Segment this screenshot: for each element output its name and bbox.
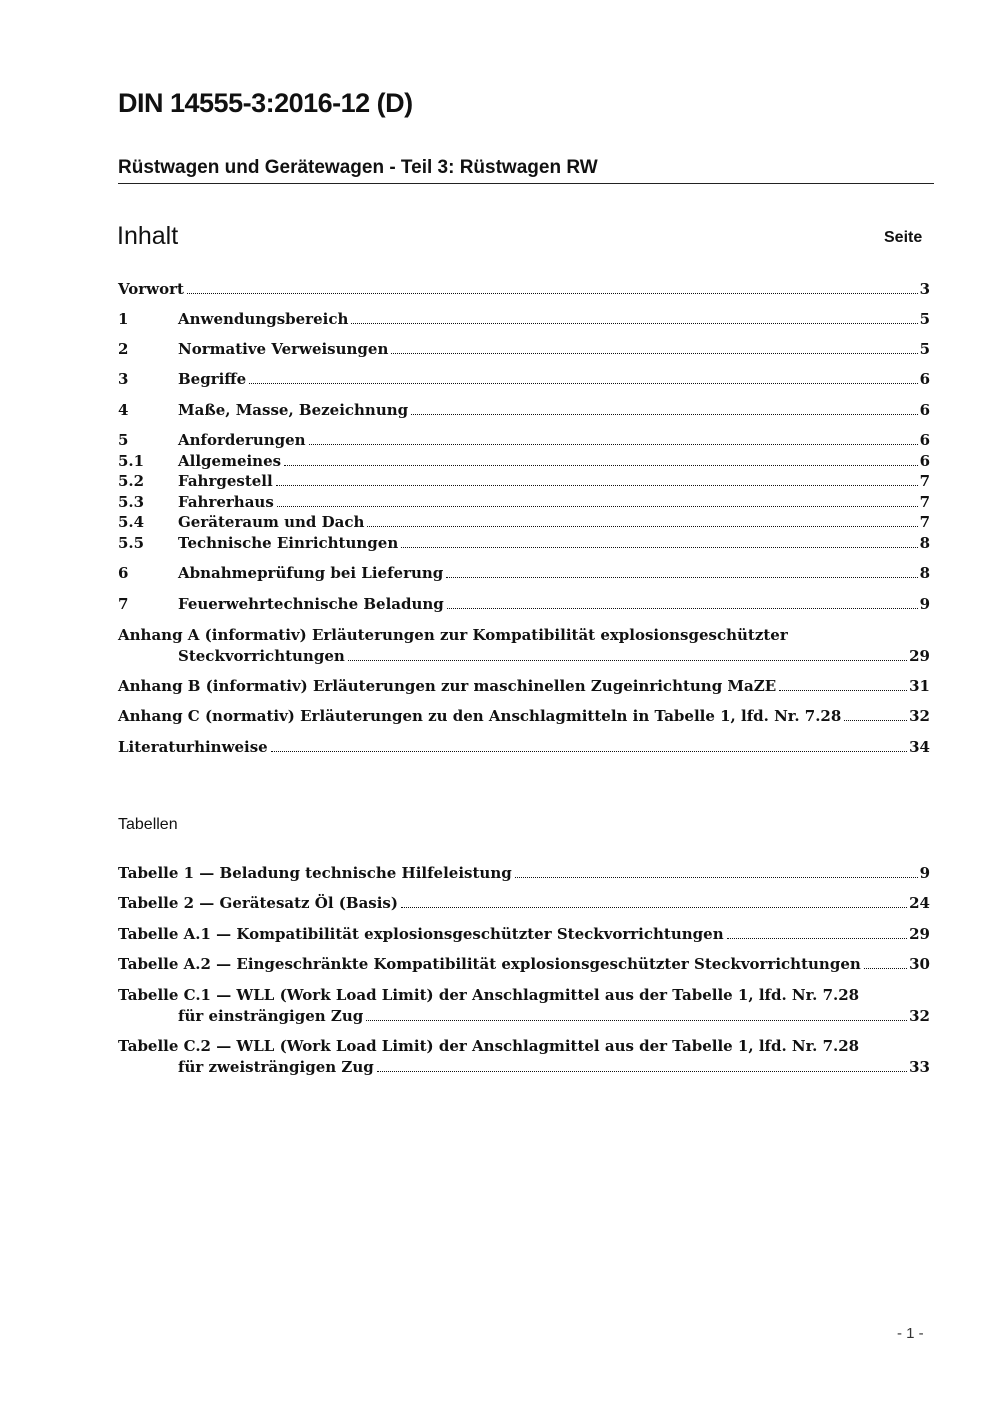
toc-entry-section-3[interactable] bbox=[118, 370, 930, 392]
toc-entry-title: Anforderungen bbox=[178, 431, 306, 449]
dot-leader bbox=[515, 877, 918, 878]
toc-entry-page: 6 bbox=[919, 431, 930, 449]
toc-entry-title: Maße, Masse, Bezeichnung bbox=[178, 401, 409, 419]
toc-entry-number: 1 bbox=[118, 310, 129, 328]
dot-leader bbox=[351, 323, 917, 324]
toc-entry-page: 3 bbox=[919, 280, 930, 298]
dot-leader bbox=[727, 938, 908, 939]
toc-entry-page: 7 bbox=[919, 472, 930, 490]
toc-entry-table-2[interactable] bbox=[118, 894, 930, 916]
toc-entry-page: 6 bbox=[919, 370, 930, 388]
toc-entry-number: 3 bbox=[118, 370, 129, 388]
dot-leader bbox=[401, 907, 907, 908]
toc-entry-page: 9 bbox=[919, 595, 930, 613]
toc-entry-page: 7 bbox=[919, 493, 930, 511]
toc-entry-section-5-4[interactable] bbox=[118, 513, 930, 535]
toc-entry-annex-a[interactable] bbox=[118, 647, 930, 669]
toc-entry-title: Steckvorrichtungen bbox=[178, 647, 345, 665]
toc-entry-page: 34 bbox=[909, 738, 930, 756]
dot-leader bbox=[447, 608, 918, 609]
toc-entry-section-1[interactable] bbox=[118, 310, 930, 332]
toc-entry-page: 6 bbox=[919, 401, 930, 419]
toc-entry-annex-a-line1[interactable]: Anhang A (informativ) Erläuterungen zur Kompatibilität explosionsgeschützter bbox=[118, 626, 788, 644]
dot-leader bbox=[779, 690, 907, 691]
toc-entry-title: Begriffe bbox=[178, 370, 247, 388]
toc-entry-page: 31 bbox=[909, 677, 930, 695]
dot-leader bbox=[391, 353, 917, 354]
toc-entry-page: 6 bbox=[919, 452, 930, 470]
toc-entry-table-a2[interactable] bbox=[118, 955, 930, 977]
toc-entry-page: 8 bbox=[919, 534, 930, 552]
toc-entry-table-c2[interactable] bbox=[118, 1058, 930, 1080]
dot-leader bbox=[411, 414, 917, 415]
toc-entry-number: 7 bbox=[118, 595, 129, 613]
toc-entry-title: Tabelle 2 — Gerätesatz Öl (Basis) bbox=[118, 894, 398, 912]
toc-entry-title: Allgemeines bbox=[178, 452, 282, 470]
toc-entry-page: 8 bbox=[919, 564, 930, 582]
toc-entry-table-c1[interactable] bbox=[118, 1007, 930, 1029]
toc-entry-table-1[interactable] bbox=[118, 864, 930, 886]
toc-entry-title: Anhang C (normativ) Erläuterungen zu den Anschlagmitteln in Tabelle 1, lfd. Nr. 7.28 bbox=[118, 707, 842, 725]
document-subtitle: Rüstwagen und Gerätewagen - Teil 3: Rüstwagen RW bbox=[118, 157, 598, 178]
toc-entry-title: Tabelle A.1 — Kompatibilität explosionsgeschützter Steckvorrichtungen bbox=[118, 925, 724, 943]
toc-entry-page: 33 bbox=[909, 1058, 930, 1076]
toc-entry-number: 5.2 bbox=[118, 472, 145, 490]
toc-entry-number: 5.4 bbox=[118, 513, 145, 531]
toc-entry-title: Technische Einrichtungen bbox=[178, 534, 399, 552]
page-number: - 1 - bbox=[897, 1325, 924, 1342]
toc-entry-number: 5 bbox=[118, 431, 129, 449]
tables-heading: Tabellen bbox=[118, 816, 178, 833]
toc-entry-page: 24 bbox=[909, 894, 930, 912]
dot-leader bbox=[309, 444, 918, 445]
toc-entry-section-5-3[interactable] bbox=[118, 493, 930, 515]
dot-leader bbox=[187, 293, 918, 294]
toc-entry-page: 30 bbox=[909, 955, 930, 973]
toc-entry-section-5-5[interactable] bbox=[118, 534, 930, 556]
toc-entry-title: für einsträngigen Zug bbox=[178, 1007, 364, 1025]
toc-entry-bibliography[interactable] bbox=[118, 738, 930, 760]
toc-entry-title: Fahrgestell bbox=[178, 472, 273, 490]
toc-entry-title: Vorwort bbox=[118, 280, 184, 298]
toc-entry-title: Geräteraum und Dach bbox=[178, 513, 365, 531]
toc-entry-page: 5 bbox=[919, 310, 930, 328]
toc-entry-number: 4 bbox=[118, 401, 129, 419]
dot-leader bbox=[277, 506, 918, 507]
toc-entry-title: Anhang B (informativ) Erläuterungen zur maschinellen Zugeinrichtung MaZE bbox=[118, 677, 777, 695]
toc-entry-table-a1[interactable] bbox=[118, 925, 930, 947]
toc-entry-page: 32 bbox=[909, 707, 930, 725]
toc-entry-number: 5.1 bbox=[118, 452, 145, 470]
toc-entry-section-2[interactable] bbox=[118, 340, 930, 362]
toc-entry-page: 9 bbox=[919, 864, 930, 882]
dot-leader bbox=[276, 485, 918, 486]
dot-leader bbox=[271, 751, 907, 752]
toc-entry-annex-c[interactable] bbox=[118, 707, 930, 729]
toc-entry-title: Normative Verweisungen bbox=[178, 340, 389, 358]
dot-leader bbox=[367, 526, 917, 527]
toc-entry-foreword[interactable] bbox=[118, 280, 930, 302]
page-column-label: Seite bbox=[884, 229, 923, 246]
title-divider bbox=[118, 183, 934, 184]
toc-entry-title: für zweisträngigen Zug bbox=[178, 1058, 374, 1076]
toc-entry-page: 5 bbox=[919, 340, 930, 358]
document-title: DIN 14555-3:2016-12 (D) bbox=[118, 88, 413, 118]
toc-entry-number: 5.5 bbox=[118, 534, 145, 552]
toc-entry-title: Literaturhinweise bbox=[118, 738, 268, 756]
toc-entry-number: 2 bbox=[118, 340, 129, 358]
toc-entry-number: 5.3 bbox=[118, 493, 145, 511]
toc-entry-page: 29 bbox=[909, 647, 930, 665]
contents-heading: Inhalt bbox=[117, 222, 179, 250]
toc-entry-section-4[interactable] bbox=[118, 401, 930, 423]
toc-entry-title: Tabelle A.2 — Eingeschränkte Kompatibilität explosionsgeschützter Steckvorrichtungen bbox=[118, 955, 861, 973]
dot-leader bbox=[284, 465, 917, 466]
toc-entry-table-c2-line1[interactable]: Tabelle C.2 — WLL (Work Load Limit) der Anschlagmittel aus der Tabelle 1, lfd. Nr. 7.28 bbox=[118, 1037, 860, 1055]
dot-leader bbox=[401, 547, 917, 548]
toc-entry-title: Feuerwehrtechnische Beladung bbox=[178, 595, 444, 613]
toc-entry-page: 7 bbox=[919, 513, 930, 531]
toc-entry-annex-b[interactable] bbox=[118, 677, 930, 699]
dot-leader bbox=[366, 1020, 907, 1021]
toc-entry-section-5-1[interactable] bbox=[118, 452, 930, 474]
toc-entry-section-5-2[interactable] bbox=[118, 472, 930, 494]
toc-entry-section-5[interactable] bbox=[118, 431, 930, 453]
toc-entry-title: Abnahmeprüfung bei Lieferung bbox=[178, 564, 444, 582]
dot-leader bbox=[348, 660, 907, 661]
toc-entry-section-7[interactable] bbox=[118, 595, 930, 617]
dot-leader bbox=[377, 1071, 907, 1072]
dot-leader bbox=[249, 383, 917, 384]
dot-leader bbox=[446, 577, 917, 578]
toc-entry-page: 29 bbox=[909, 925, 930, 943]
toc-entry-section-6[interactable] bbox=[118, 564, 930, 586]
dot-leader bbox=[864, 968, 907, 969]
toc-entry-table-c1-line1[interactable]: Tabelle C.1 — WLL (Work Load Limit) der Anschlagmittel aus der Tabelle 1, lfd. Nr. 7.28 bbox=[118, 986, 860, 1004]
dot-leader bbox=[844, 720, 907, 721]
toc-entry-page: 32 bbox=[909, 1007, 930, 1025]
toc-entry-number: 6 bbox=[118, 564, 129, 582]
toc-entry-title: Tabelle 1 — Beladung technische Hilfeleistung bbox=[118, 864, 512, 882]
toc-entry-title: Fahrerhaus bbox=[178, 493, 274, 511]
toc-entry-title: Anwendungsbereich bbox=[178, 310, 349, 328]
